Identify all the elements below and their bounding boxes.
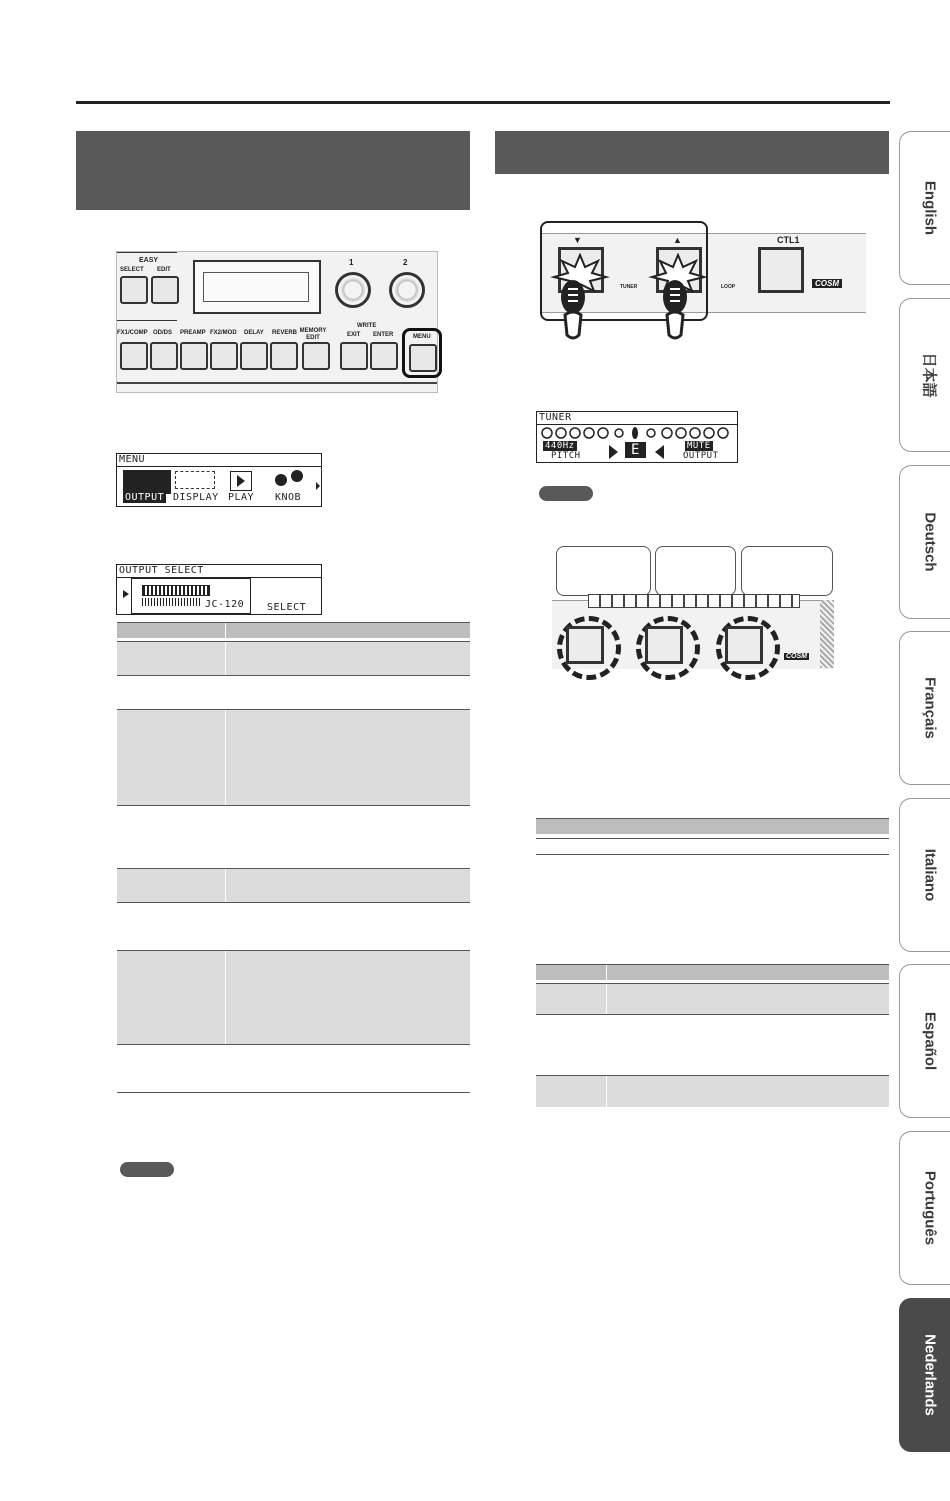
- pitch-label: PITCH: [551, 451, 581, 461]
- lang-tab-espanol[interactable]: Español: [899, 964, 950, 1118]
- menu-lcd-title: MENU: [119, 454, 146, 465]
- knob1-label: 1: [349, 258, 354, 267]
- reverb-button[interactable]: [270, 342, 298, 370]
- play-icon: [230, 471, 252, 491]
- preamp-label: PREAMP: [180, 330, 206, 336]
- select-button[interactable]: [120, 276, 148, 304]
- callout-left: [556, 546, 651, 596]
- knob-1[interactable]: [335, 272, 371, 308]
- write-label: WRITE: [357, 323, 377, 329]
- memo-badge-left: [120, 1162, 174, 1177]
- ctl1-pedal[interactable]: [758, 247, 804, 293]
- lang-tab-japanese[interactable]: 日本語: [899, 298, 950, 452]
- mute-value: MUTE: [687, 441, 711, 451]
- right-table1-header: [536, 818, 889, 834]
- foot-icon: [560, 279, 586, 341]
- right-table2-header: [536, 964, 889, 980]
- memory-edit-label: MEMORY EDIT: [299, 328, 327, 341]
- tuner-note: E: [625, 442, 646, 458]
- down-arrow: ▼: [573, 235, 582, 245]
- up-arrow: ▲: [673, 235, 682, 245]
- lang-tab-nederlands[interactable]: Nederlands: [899, 1298, 950, 1452]
- lang-tab-deutsch[interactable]: Deutsch: [899, 465, 950, 619]
- menu-label: MENU: [413, 334, 431, 340]
- table-row: [536, 1075, 889, 1107]
- ctl1-label: CTL1: [777, 235, 800, 245]
- lang-tab-portugues[interactable]: Português: [899, 1131, 950, 1285]
- lang-tab-francais[interactable]: Français: [899, 631, 950, 785]
- selector-arrow-icon: [123, 590, 129, 598]
- section-header-right: [495, 131, 889, 174]
- reverb-label: REVERB: [272, 330, 298, 336]
- edit-button[interactable]: [151, 276, 179, 304]
- left-table-bottom-rule: [117, 1092, 470, 1093]
- select-label: SELECT: [120, 267, 144, 273]
- enter-button[interactable]: [370, 342, 398, 370]
- output-label: OUTPUT: [683, 451, 719, 461]
- knob-icon-2: [291, 470, 303, 482]
- right-table1-bottom-rule: [536, 854, 889, 855]
- menu-lcd: [116, 453, 322, 507]
- cosm-logo-small: COSM: [786, 653, 807, 660]
- odds-button[interactable]: [150, 342, 178, 370]
- left-table-header: [117, 622, 470, 638]
- enter-label: ENTER: [373, 332, 394, 338]
- output-select-title: OUTPUT SELECT: [119, 565, 204, 576]
- lang-tab-english[interactable]: English: [899, 131, 950, 285]
- section-header-left: [76, 131, 470, 210]
- tuner-lcd-title: TUNER: [539, 412, 572, 423]
- table-row: [117, 805, 470, 869]
- amp-model-name: JC-120: [205, 599, 245, 610]
- fx2mod-label: FX2/MOD: [210, 330, 237, 336]
- callout-middle: [655, 546, 736, 596]
- exit-label: EXIT: [347, 332, 361, 338]
- menu-item-knob[interactable]: KNOB: [275, 492, 302, 503]
- header-rule: [76, 101, 890, 104]
- foot-icon: [662, 279, 688, 341]
- select-softkey[interactable]: SELECT: [267, 602, 307, 613]
- lang-tab-italiano[interactable]: Italiano: [899, 798, 950, 952]
- delay-button[interactable]: [240, 342, 268, 370]
- callout-right: [741, 546, 833, 596]
- exit-button[interactable]: [340, 342, 368, 370]
- odds-label: OD/DS: [153, 330, 173, 336]
- cosm-logo: COSM: [812, 279, 842, 288]
- pedal-middle[interactable]: [645, 626, 683, 664]
- menu-item-display[interactable]: DISPLAY: [173, 492, 219, 503]
- display-icon: [175, 471, 215, 489]
- table-row: [536, 1014, 889, 1076]
- control-panel-illustration: [116, 251, 438, 393]
- output-select-lcd: [116, 564, 322, 615]
- menu-item-output[interactable]: OUTPUT: [125, 492, 165, 503]
- knob-2[interactable]: [389, 272, 425, 308]
- loop-label: LOOP: [721, 284, 736, 290]
- output-icon-selected: [123, 470, 171, 494]
- knob-icon: [275, 474, 287, 486]
- table-row: [117, 709, 470, 806]
- table-row: [117, 950, 470, 1045]
- memo-badge-right: [539, 486, 593, 501]
- fx1comp-label: FX1/COMP: [117, 330, 148, 336]
- table-row: [117, 641, 470, 676]
- scroll-right-icon: [316, 482, 320, 490]
- footswitch-illustration: [540, 221, 866, 341]
- table-row: [117, 868, 470, 903]
- tuner-label: TUNER: [620, 284, 638, 290]
- table-row: [117, 902, 470, 951]
- table-row: [117, 1044, 470, 1093]
- pedal-left[interactable]: [566, 626, 604, 664]
- tuner-lcd: [536, 411, 738, 463]
- menu-item-play[interactable]: PLAY: [228, 492, 255, 503]
- pedal-right[interactable]: [725, 626, 763, 664]
- memory-edit-button[interactable]: [302, 342, 330, 370]
- footswitch-callout-illustration: [552, 546, 834, 671]
- menu-button[interactable]: [409, 344, 437, 372]
- tuner-meter: [539, 426, 735, 440]
- sharp-indicator-icon: [655, 445, 664, 459]
- easy-label: EASY: [139, 257, 159, 264]
- pitch-value: 440Hz: [545, 441, 575, 451]
- table-row: [536, 983, 889, 1015]
- flat-indicator-icon: [609, 445, 618, 459]
- table-row: [117, 675, 470, 710]
- fx1comp-button[interactable]: [120, 342, 148, 370]
- fx2mod-button[interactable]: [210, 342, 238, 370]
- knob2-label: 2: [403, 258, 408, 267]
- right-table1-rule: [536, 838, 889, 839]
- edit-label: EDIT: [157, 267, 171, 273]
- panel-display: [193, 260, 321, 314]
- preamp-button[interactable]: [180, 342, 208, 370]
- delay-label: DELAY: [244, 330, 264, 336]
